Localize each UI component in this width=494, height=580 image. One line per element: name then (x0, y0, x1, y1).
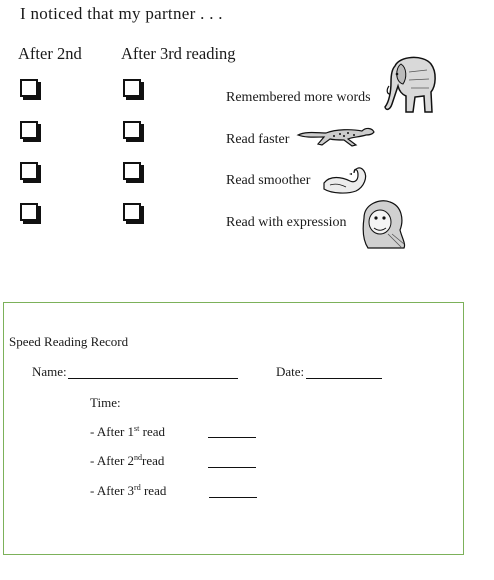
date-blank[interactable] (306, 378, 382, 379)
after-2nd-read-label: - After 2ndread (90, 453, 165, 468)
time-label: Time: (90, 395, 121, 410)
name-label: Name: (32, 364, 67, 379)
checkbox-3rd-remembered[interactable] (123, 79, 141, 97)
column-after-3rd: After 3rd reading (121, 44, 236, 63)
behavior-faster-label: Read faster (226, 132, 290, 147)
after-2nd-read-blank[interactable] (208, 467, 256, 468)
after-3rd-read-blank[interactable] (209, 497, 257, 498)
after-1st-read-label: - After 1st read (90, 424, 166, 439)
worksheet-heading: I noticed that my partner . . . (20, 4, 223, 23)
behavior-expression-label: Read with expression (226, 215, 347, 230)
elephant-icon (379, 52, 439, 116)
checkbox-2nd-expression[interactable] (20, 203, 38, 221)
speed-reading-record-card (3, 302, 464, 555)
after-3rd-read-label: - After 3rd read (90, 483, 167, 498)
behavior-smoother-label: Read smoother (226, 173, 311, 188)
behavior-remembered-label: Remembered more words (226, 90, 371, 105)
after-1st-read-blank[interactable] (208, 437, 256, 438)
date-label: Date: (276, 364, 305, 379)
checkbox-2nd-remembered[interactable] (20, 79, 38, 97)
checkbox-2nd-faster[interactable] (20, 121, 38, 139)
checkbox-3rd-faster[interactable] (123, 121, 141, 139)
checkbox-2nd-smoother[interactable] (20, 162, 38, 180)
monkey-icon (358, 198, 408, 250)
record-title: Speed Reading Record (9, 334, 129, 349)
column-after-2nd: After 2nd (18, 44, 82, 63)
swan-icon (320, 163, 368, 195)
name-blank[interactable] (68, 378, 238, 379)
cheetah-icon (296, 123, 376, 147)
checkbox-3rd-smoother[interactable] (123, 162, 141, 180)
checkbox-3rd-expression[interactable] (123, 203, 141, 221)
